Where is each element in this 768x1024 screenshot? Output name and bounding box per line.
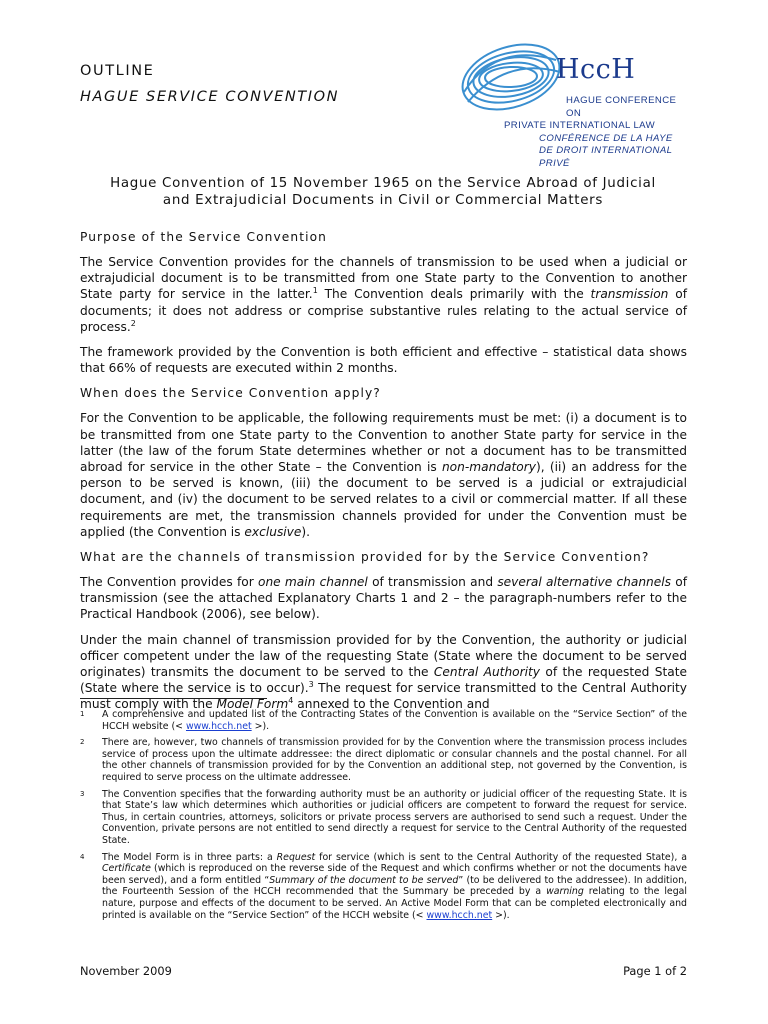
footnote-1 <box>80 709 687 732</box>
logo-line-2: PRIVATE INTERNATIONAL LAW <box>504 120 656 131</box>
footnote-ref-1: 1 <box>312 286 318 296</box>
logo-text <box>504 95 686 170</box>
emphasis: exclusive <box>244 524 302 539</box>
emphasis: Request <box>276 851 316 863</box>
outline-label: OUTLINE <box>80 63 155 79</box>
footnotes <box>80 709 687 926</box>
footer-date: November 2009 <box>80 964 172 978</box>
footnote-number: 2 <box>80 738 85 747</box>
document-body <box>80 229 687 722</box>
hcch-website-link[interactable]: www.hcch.net <box>185 720 252 732</box>
text: (which is reproduced on the reverse side of the Request and which confirms whether or not the documents have been served), and a form entitled “ <box>102 863 687 886</box>
footnote-ref-2: 2 <box>130 318 136 328</box>
title-line-2: and Extrajudicial Documents in Civil or Commercial Matters <box>162 193 604 208</box>
text: The Model Form is in three parts: a <box>102 851 277 863</box>
text: for service (which is sent to the Central Authority of the requested State), a <box>315 851 688 863</box>
footnote-number: 4 <box>80 852 85 861</box>
text: >). <box>492 909 510 921</box>
footnote-text <box>102 709 687 732</box>
footnote-4 <box>80 852 687 922</box>
text: of documents; it does not address or comprise substantive rules relating to the actual service of process. <box>80 287 687 334</box>
text: of transmission and <box>367 575 498 590</box>
text: The Convention deals primarily with the <box>317 287 591 302</box>
logo-line-4: DE DROIT INTERNATIONAL PRIVÉ <box>539 145 673 169</box>
text: relating to the legal nature, purpose and effects of the document to be served. An Active Model Form that can be completed electronically and printed is available on the “Service Section” of the HCCH website (< <box>102 886 687 921</box>
document-header <box>80 58 339 110</box>
footnote-3 <box>80 789 687 847</box>
footnote-number: 3 <box>80 789 85 798</box>
text: of the requested State (State where the service is to occur). <box>80 665 687 696</box>
text: For the Convention to be applicable, the following requirements must be met: (i) a document is to be transmitted from one State party to the Convention to another State party for service in the latter (the law of the forum State determines whether or not a document has to be transmitted abroad for service in the other State – the Convention is <box>80 411 687 475</box>
footnote-2 <box>80 737 687 783</box>
text: The request for service transmitted to the Central Authority must comply with the <box>80 681 687 712</box>
logo-wordmark: HccH <box>556 54 636 85</box>
title-line-1: Hague Convention of 15 November 1965 on the Service Abroad of Judicial <box>110 176 656 191</box>
page-number: Page 1 of 2 <box>623 964 687 978</box>
emphasis: several alternative channels <box>497 575 672 590</box>
paragraph-channels-2 <box>80 632 687 713</box>
page-footer <box>80 964 687 978</box>
text: ). <box>301 524 311 539</box>
document-subtitle: HAGUE SERVICE CONVENTION <box>80 89 340 105</box>
text: ), (ii) an address for the person to be served is known, (iii) the document to be served is a judicial or extrajudicial document, and (iv) the document to be served relates to a civil or commercial matter. If all these requirements are met, the transmission channels provided for under the Convention must be applied (the Convention is <box>80 460 687 539</box>
emphasis: transmission <box>590 287 669 302</box>
footnote-number: 1 <box>80 710 85 718</box>
emphasis: warning <box>546 886 584 898</box>
paragraph-channels-1 <box>80 574 687 623</box>
emphasis: one main channel <box>257 575 368 590</box>
text: The Service Convention provides for the channels of transmission to be used when a judicial or extrajudicial document is to be transmitted from one State party to the Convention to another State party for service in the latter. <box>80 255 687 302</box>
heading-channels: What are the channels of transmission provided for by the Service Convention? <box>80 550 650 565</box>
footnote-text: There are, however, two channels of transmission provided for by the Convention where the transmission process includes service of process upon the ultimate addressee: the direct diplomatic or consular channels and the postal channel. For all the other channels of transmission provided for by the Convention an additional step, not governed by the Convention, is required to serve process on the ultimate addressee. <box>102 737 687 783</box>
emphasis: Summary of the document to be served <box>269 874 459 886</box>
hcch-logo <box>456 32 686 169</box>
text: of transmission (see the attached Explanatory Charts 1 and 2 – the paragraph-numbers refer to the Practical Handbook (2006), see below). <box>80 575 688 622</box>
paragraph-purpose-2: The framework provided by the Convention is both efficient and effective – statistical data shows that 66% of requests are executed within 2 months. <box>80 345 687 376</box>
footnote-ref-4: 4 <box>288 696 294 706</box>
text: Under the main channel of transmission provided for by the Convention, the authority or judicial officer competent under the law of the requesting State (State where the document to be served originates) transmits the document to be served to the <box>80 632 687 680</box>
footnote-text: The Convention specifies that the forwarding authority must be an authority or judicial officer of the requesting State. It is that State’s law which determines which authorities or judicial officers are competent to forward the request for service. Thus, in certain countries, attorneys, solicitors or private process servers are authorised to send such a request. Under the Convention, private persons are not entitled to send directly a request for service to the Central Authority of the requested State. <box>102 788 687 846</box>
footnote-text <box>102 852 687 922</box>
footnote-ref-3: 3 <box>308 680 314 690</box>
emphasis: non-mandatory <box>441 460 536 475</box>
paragraph-apply <box>80 410 687 540</box>
emphasis: Certificate <box>102 863 151 875</box>
text: A comprehensive and updated list of the Contracting States of the Convention is available on the “Service Section” of the HCCH website (< <box>102 709 687 732</box>
emphasis: Model Form <box>216 697 289 712</box>
logo-line-3: CONFÉRENCE DE LA HAYE <box>539 132 673 144</box>
text: >). <box>251 720 270 732</box>
logo-line-1: HAGUE CONFERENCE ON <box>566 95 677 119</box>
text: The Convention provides for <box>80 575 258 590</box>
footnote-divider <box>80 698 267 699</box>
heading-apply: When does the Service Convention apply? <box>80 386 381 401</box>
text: annexed to the Convention and <box>293 697 490 712</box>
hcch-website-link[interactable]: www.hcch.net <box>426 909 493 921</box>
text: ” (to be delivered to the addressee). In addition, the Fourteenth Session of the HCCH recommended that the Summary be preceded by a <box>102 874 688 898</box>
document-title <box>80 175 686 209</box>
heading-purpose: Purpose of the Service Convention <box>80 230 327 244</box>
emphasis: Central Authority <box>433 665 541 680</box>
paragraph-purpose-1 <box>80 254 687 335</box>
